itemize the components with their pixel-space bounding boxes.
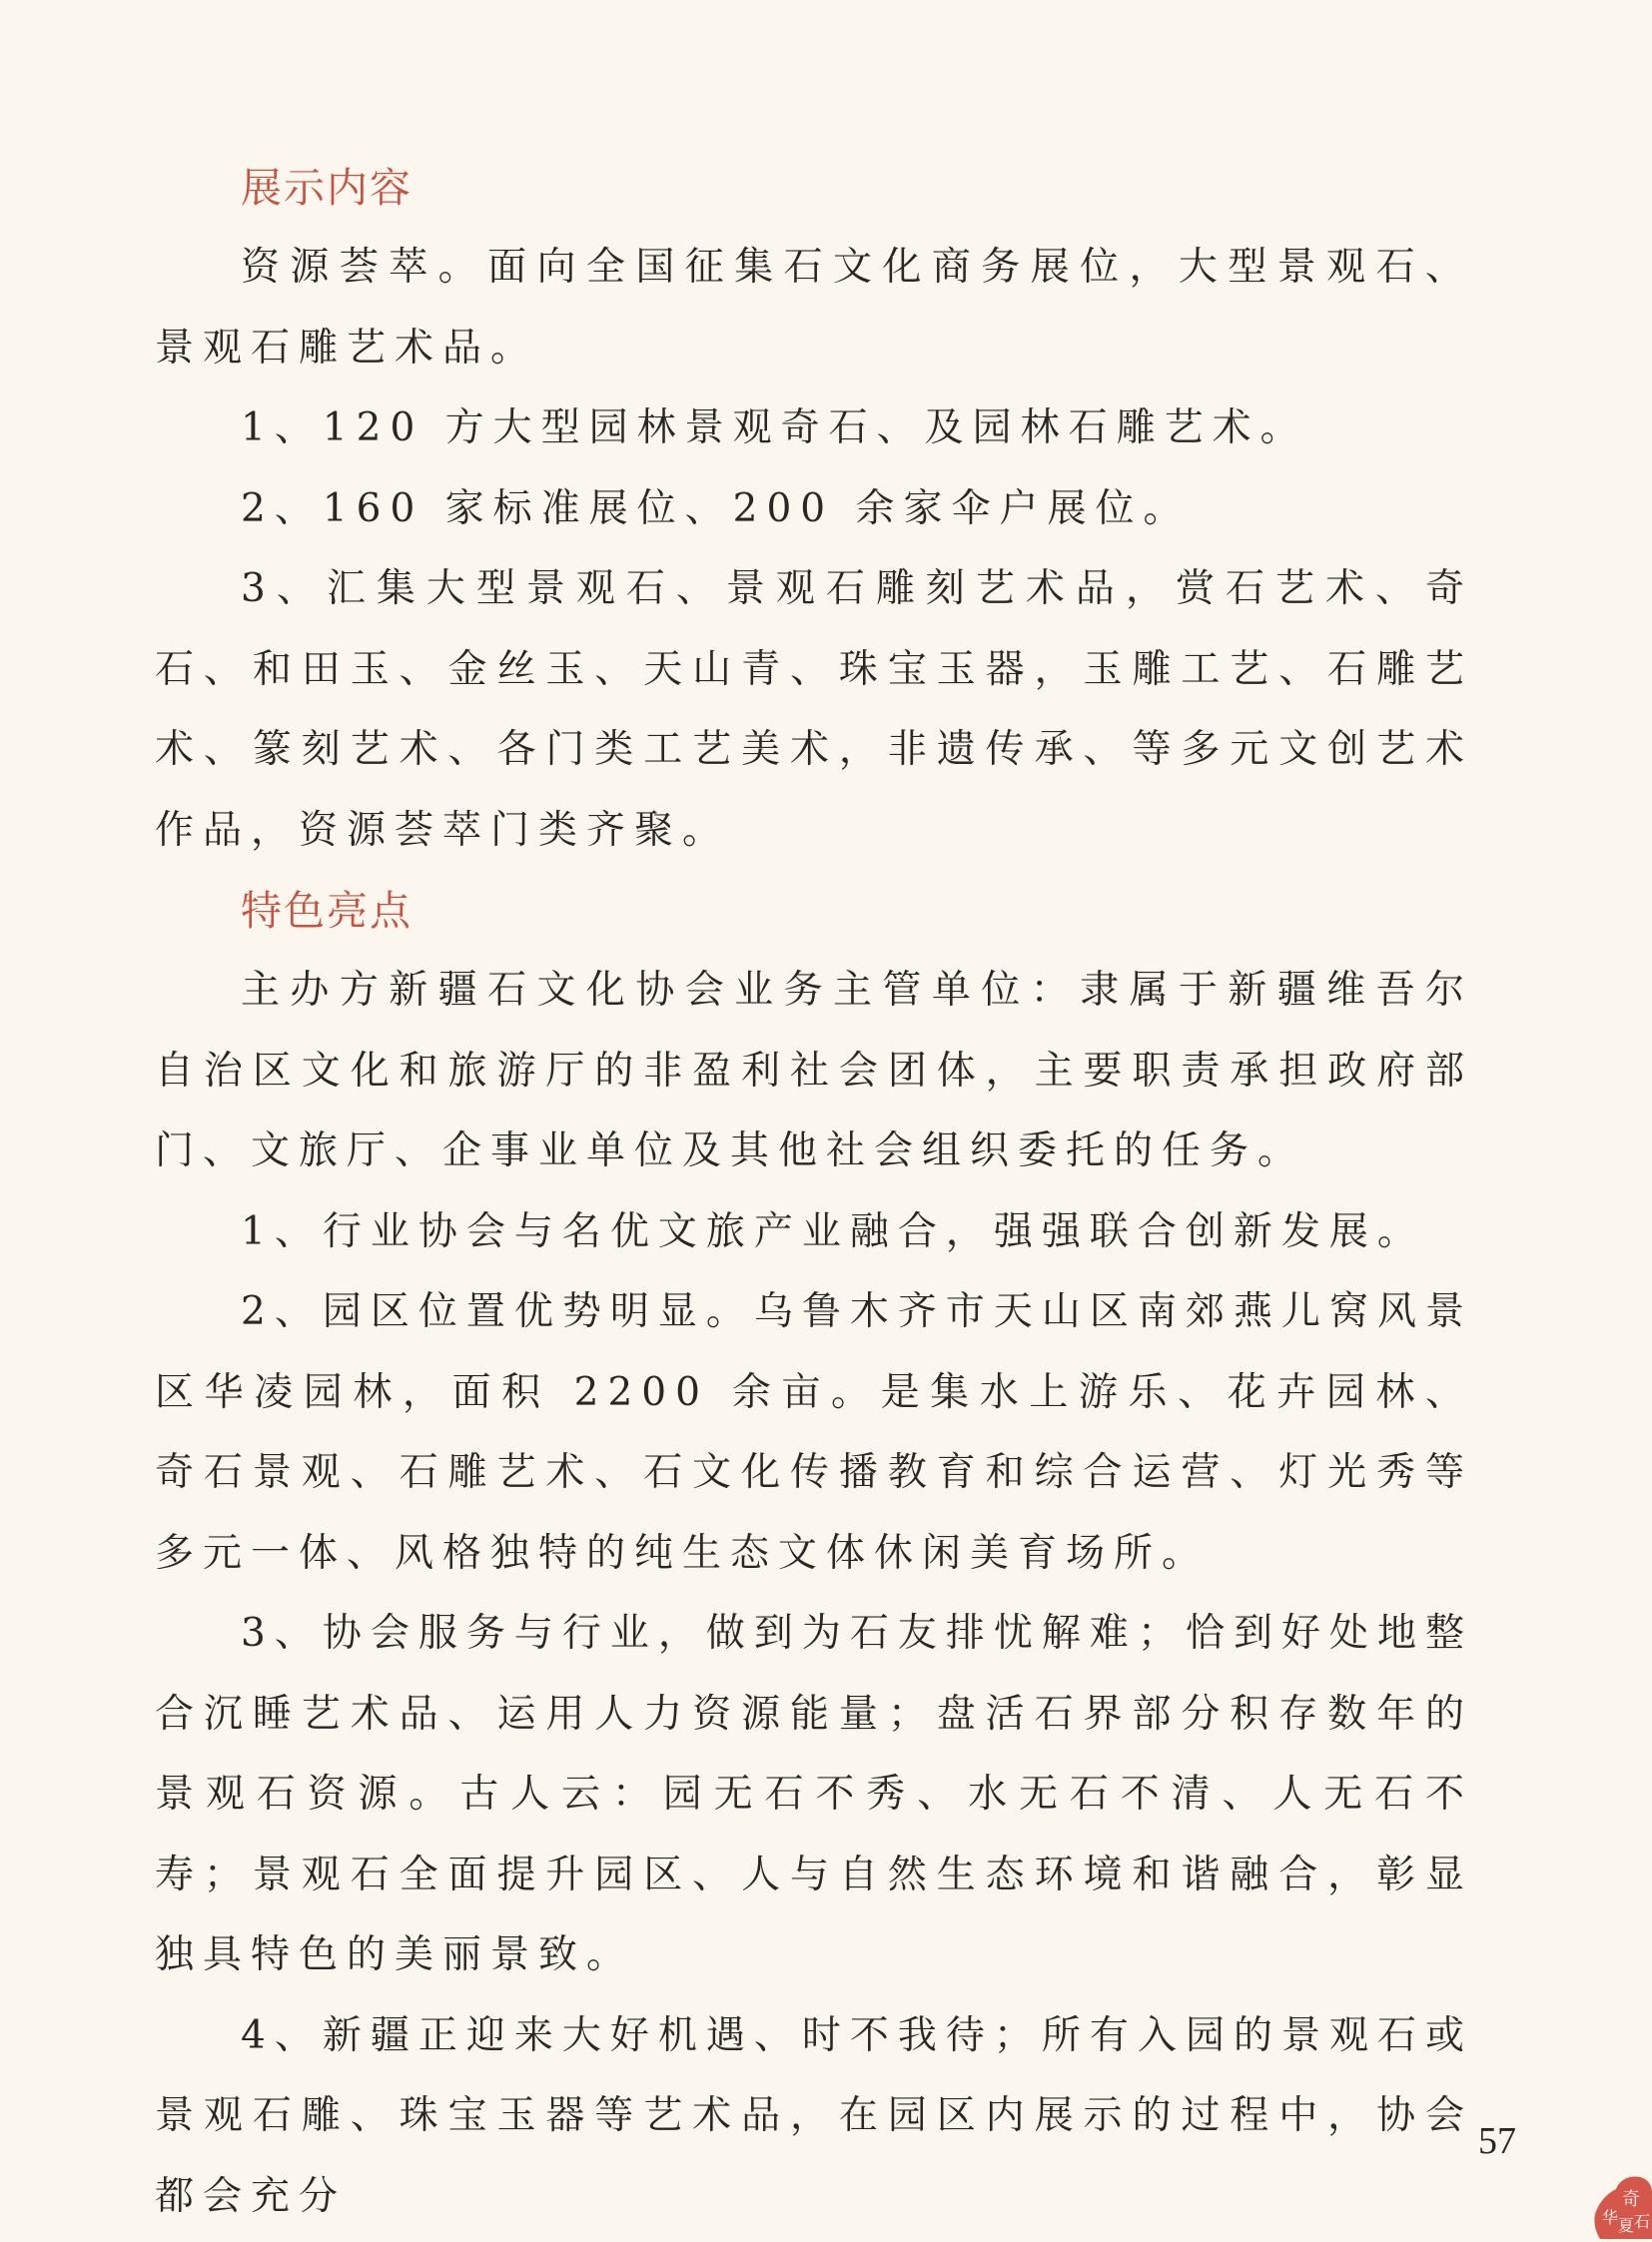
paragraph: 1、行业协会与名优文旅产业融合，强强联合创新发展。: [241, 1208, 1425, 1254]
paragraph: 资源荟萃。面向全国征集石文化商务展位，大型景观石、景观石雕艺术品。: [155, 245, 1473, 371]
watermark-logo-icon: [1586, 2173, 1652, 2239]
paragraph: 2、160 家标准展位、200 余家伞户展位。: [241, 485, 1192, 531]
logo-char-1: 奇: [1622, 2189, 1640, 2210]
paragraph: 2、园区位置优势明显。乌鲁木齐市天山区南郊燕儿窝风景区华凌园林，面积 2200 余亩。是集水上游乐、花卉园林、奇石景观、石雕艺术、石文化传播教育和综合运营、灯光秀等多元一体、风格独特的纯生态文体休闲美育场所。: [155, 1289, 1473, 1576]
page-content: [155, 148, 1473, 2237]
paragraph: 3、汇集大型景观石、景观石雕刻艺术品，赏石艺术、奇石、和田玉、金丝玉、天山青、珠宝玉器，玉雕工艺、石雕艺术、篆刻艺术、各门类工艺美术，非遗传承、等多元文创艺术作品，资源荟萃门类齐聚。: [155, 566, 1473, 853]
logo-char-3: 夏: [1618, 2216, 1635, 2235]
logo-char-4: 石: [1634, 2212, 1651, 2231]
section-heading-exhibition-content: 展示内容: [241, 164, 413, 212]
paragraph: 4、新疆正迎来大好机遇、时不我待；所有入园的景观石或景观石雕、珠宝玉器等艺术品，在园区内展示的过程中，协会都会充分: [155, 2012, 1473, 2219]
paragraph: 主办方新疆石文化协会业务主管单位：隶属于新疆维吾尔自治区文化和旅游厅的非盈利社会团体，主要职责承担政府部门、文旅厅、企事业单位及其他社会组织委托的任务。: [155, 968, 1473, 1173]
section-heading-highlights: 特色亮点: [241, 887, 413, 935]
paragraph: 3、协会服务与行业，做到为石友排忧解难；恰到好处地整合沉睡艺术品、运用人力资源能量；盘活石界部分积存数年的景观石资源。古人云：园无石不秀、水无石不清、人无石不寿；景观石全面提升园区、人与自然生态环境和谐融合，彰显独具特色的美丽景致。: [155, 1611, 1473, 1977]
page-number: 57: [1478, 2120, 1516, 2162]
logo-char-2: 华: [1602, 2208, 1619, 2227]
paragraph: 1、120 方大型园林景观奇石、及园林石雕艺术。: [241, 405, 1308, 450]
